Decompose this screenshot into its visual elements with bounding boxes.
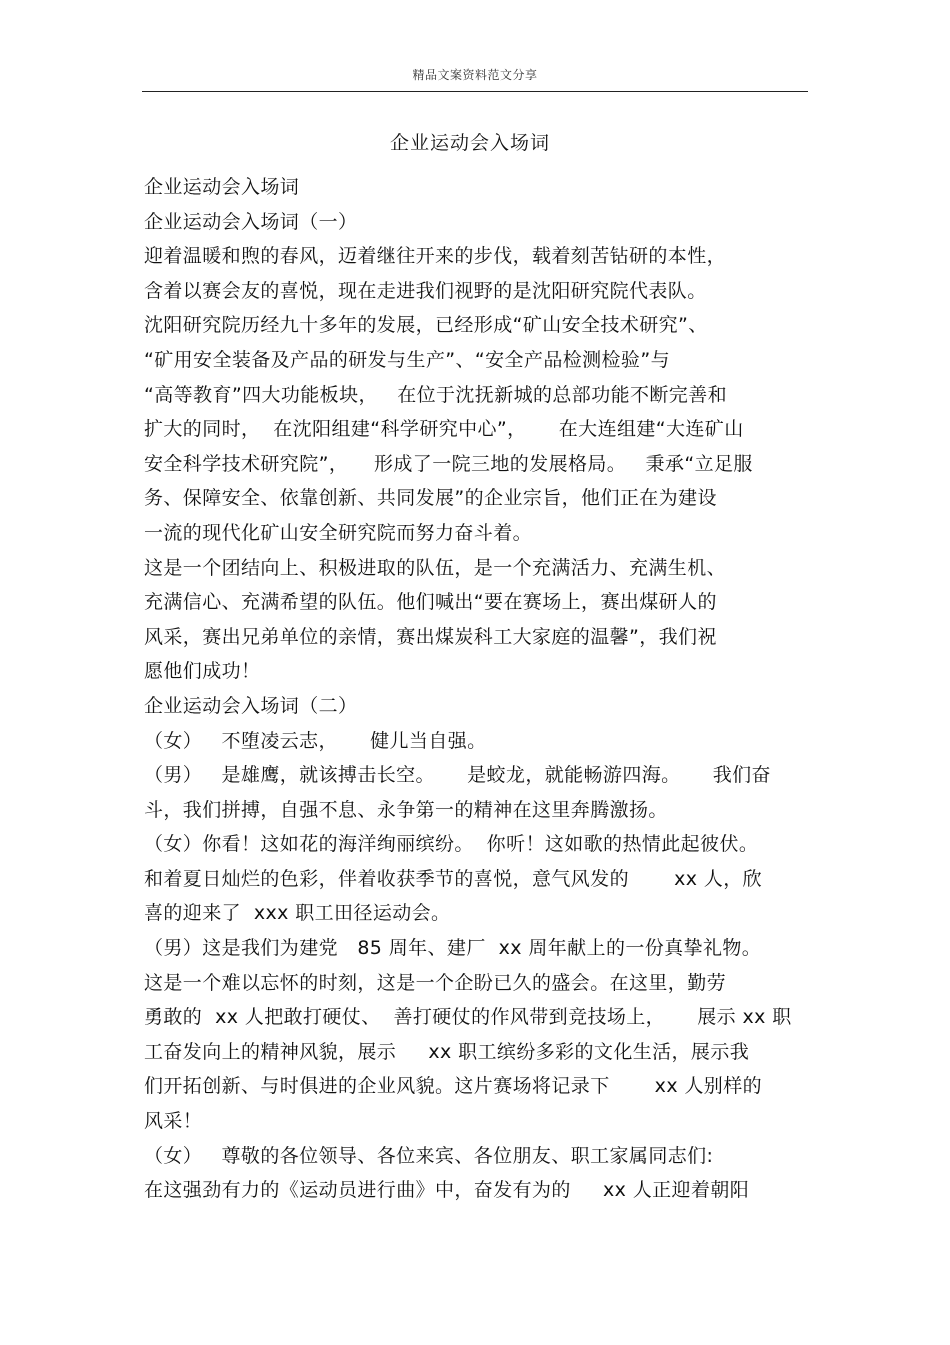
- text-line: 务、保障安全、依靠创新、共同发展”的企业宗旨，他们正在为建设: [144, 487, 717, 510]
- text-line: 沈阳研究院历经九十多年的发展，已经形成“矿山安全技术研究”、: [144, 314, 708, 337]
- text-line: 扩大的同时， 在沈阳组建“科学研究中心”， 在大连组建“大连矿山: [144, 418, 744, 441]
- header-divider: [142, 91, 808, 92]
- document-body: [144, 170, 816, 1208]
- text-line: 工奋发向上的精神风貌，展示 xx 职工缤纷多彩的文化生活，展示我: [144, 1040, 750, 1063]
- text-line: 含着以赛会友的喜悦，现在走进我们视野的是沈阳研究院代表队。: [144, 279, 707, 302]
- text-line: “矿用安全装备及产品的研发与生产”、“安全产品检测检验”与: [144, 348, 670, 371]
- text-line: 勇敢的 xx 人把敢打硬仗、 善打硬仗的作风带到竞技场上， 展示 xx 职: [144, 1006, 792, 1029]
- text-line: 和着夏日灿烂的色彩，伴着收获季节的喜悦，意气风发的 xx 人，欣: [144, 867, 763, 890]
- text-line: 企业运动会入场词: [144, 176, 300, 198]
- text-line: 风采，赛出兄弟单位的亲情，赛出煤炭科工大家庭的温馨”，我们祝: [144, 625, 717, 648]
- text-line: 们开拓创新、与时俱进的企业风貌。这片赛场将记录下 xx 人别样的: [144, 1075, 763, 1098]
- text-line: 在这强劲有力的《运动员进行曲》中，奋发有为的 xx 人正迎着朝阳: [144, 1179, 750, 1202]
- running-header: 精品文案资料范文分享: [412, 68, 538, 82]
- text-line: 安全科学技术研究院”， 形成了一院三地的发展格局。 秉承“立足服: [144, 452, 753, 475]
- text-line: （男） 是雄鹰，就该搏击长空。 是蛟龙，就能畅游四海。 我们奋: [144, 764, 771, 787]
- text-line: 喜的迎来了 xxx 职工田径运动会。: [144, 902, 451, 925]
- text-line: （男）这是我们为建党 85 周年、建厂 xx 周年献上的一份真挚礼物。: [144, 937, 762, 960]
- text-line: （女）你看！这如花的海洋绚丽缤纷。 你听！这如歌的热情此起彼伏。: [144, 833, 759, 856]
- text-line: 风采！: [144, 1110, 203, 1133]
- text-line: 企业运动会入场词（一）: [144, 210, 358, 233]
- text-line: （女） 不堕凌云志， 健儿当自强。: [144, 729, 487, 752]
- text-line: 这是一个难以忘怀的时刻，这是一个企盼已久的盛会。在这里，勤劳: [144, 971, 727, 994]
- document-title: 企业运动会入场词: [389, 132, 550, 154]
- text-line: 愿他们成功！: [144, 660, 261, 683]
- text-line: 迎着温暖和煦的春风，迈着继往开来的步伐，载着刻苦钻研的本性，: [144, 245, 727, 268]
- text-line: 一流的现代化矿山安全研究院而努力奋斗着。: [144, 521, 533, 544]
- text-line: “高等教育”四大功能板块， 在位于沈抚新城的总部功能不断完善和: [144, 383, 728, 406]
- text-line: 充满信心、充满希望的队伍。他们喊出“要在赛场上，赛出煤研人的: [144, 591, 717, 614]
- text-line: 这是一个团结向上、积极进取的队伍，是一个充满活力、充满生机、: [144, 556, 727, 579]
- text-line: （女） 尊敬的各位领导、各位来宾、各位朋友、职工家属同志们:: [144, 1144, 714, 1167]
- text-line: 企业运动会入场词（二）: [144, 694, 358, 717]
- text-line: 斗，我们拼搏，自强不息、永争第一的精神在这里奔腾激扬。: [144, 798, 668, 821]
